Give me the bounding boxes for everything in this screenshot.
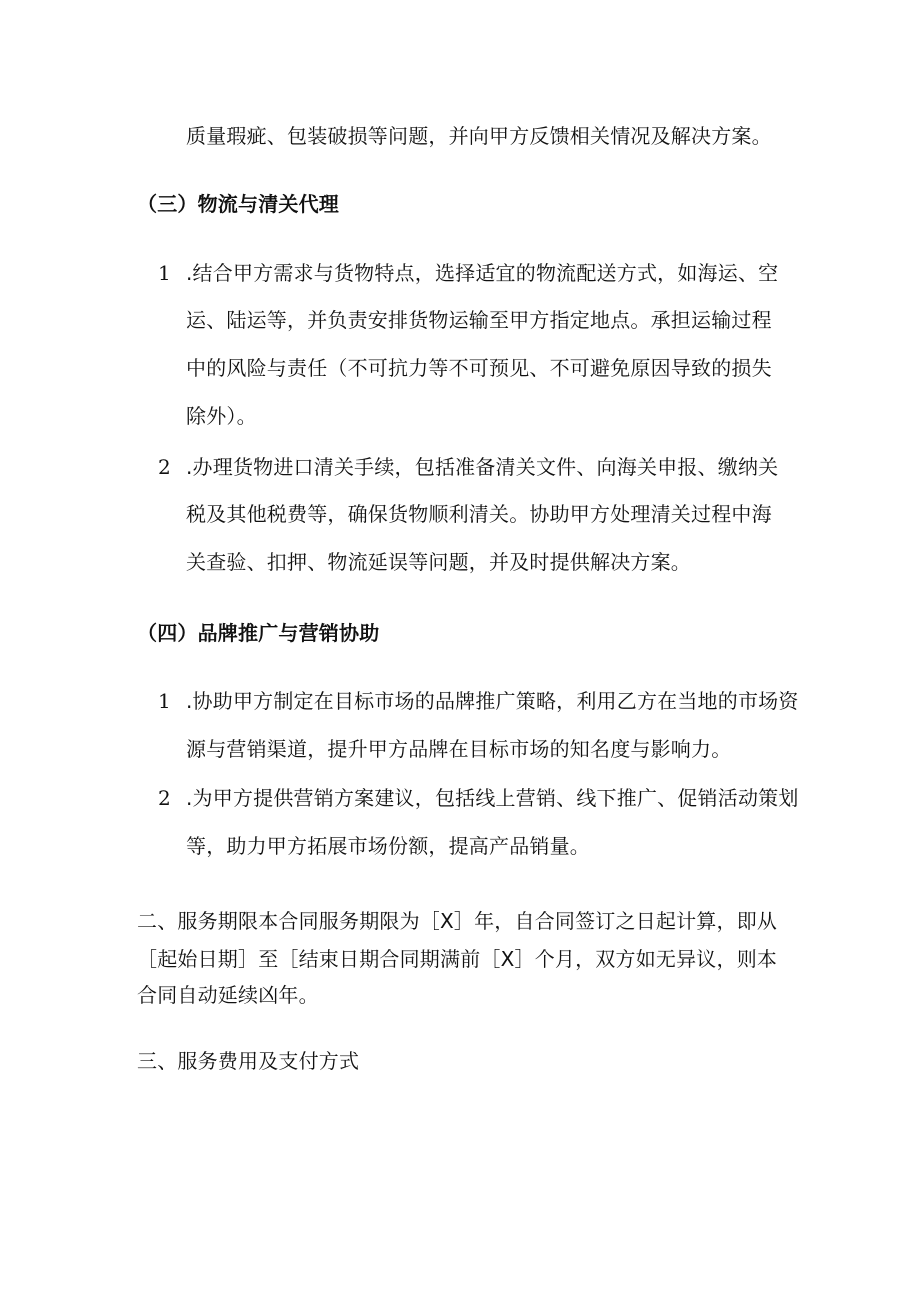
list-item-text: .为甲方提供营销方案建议，包括线上营销、线下推广、促销活动策划 (186, 786, 799, 810)
section-heading-fees: 三、服务费用及支付方式 (137, 1049, 360, 1073)
list-item-text: 源与营销渠道，提升甲方品牌在目标市场的知名度与影响力。 (186, 737, 732, 761)
term-paragraph-line: 合同自动延续凶年。 (137, 983, 319, 1007)
list-item-text: .办理货物进口清关手续，包括准备清关文件、向海关申报、缴纳关 (186, 455, 779, 479)
list-item-text: 税及其他税费等，确保货物顺利清关。协助甲方处理清关过程中海 (186, 502, 772, 526)
list-number: 1 (158, 261, 171, 285)
list-number: 2 (158, 455, 171, 479)
term-paragraph-line: ［起始日期］至［结束日期合同期满前［X］个月，双方如无异议，则本 (137, 947, 778, 971)
term-paragraph-line: 二、服务期限本合同服务期限为［X］年，自合同签订之日起计算，即从 (137, 909, 778, 933)
paragraph-continuation: 质量瑕疵、包装破损等问题，并向甲方反馈相关情况及解决方案。 (186, 124, 772, 148)
list-number: 1 (158, 689, 171, 713)
section-heading-branding: （四）品牌推广与营销协助 (137, 621, 380, 645)
list-item-text: 关查验、扣押、物流延误等问题，并及时提供解决方案。 (186, 550, 691, 574)
list-item-text: .结合甲方需求与货物特点，选择适宜的物流配送方式，如海运、空 (186, 261, 779, 285)
section-heading-logistics: （三）物流与清关代理 (137, 192, 339, 216)
list-item-text: 除外）。 (186, 404, 257, 428)
list-item-text: 中的风险与责任（不可抗力等不可预见、不可避免原因导致的损失 (186, 356, 772, 380)
list-item-text: 等，助力甲方拓展市场份额，提高产品销量。 (186, 834, 590, 858)
list-item-text: .协助甲方制定在目标市场的品牌推广策略，利用乙方在当地的市场资 (186, 689, 799, 713)
list-item-text: 运、陆运等，并负责安排货物运输至甲方指定地点。承担运输过程 (186, 308, 772, 332)
list-number: 2 (158, 786, 171, 810)
